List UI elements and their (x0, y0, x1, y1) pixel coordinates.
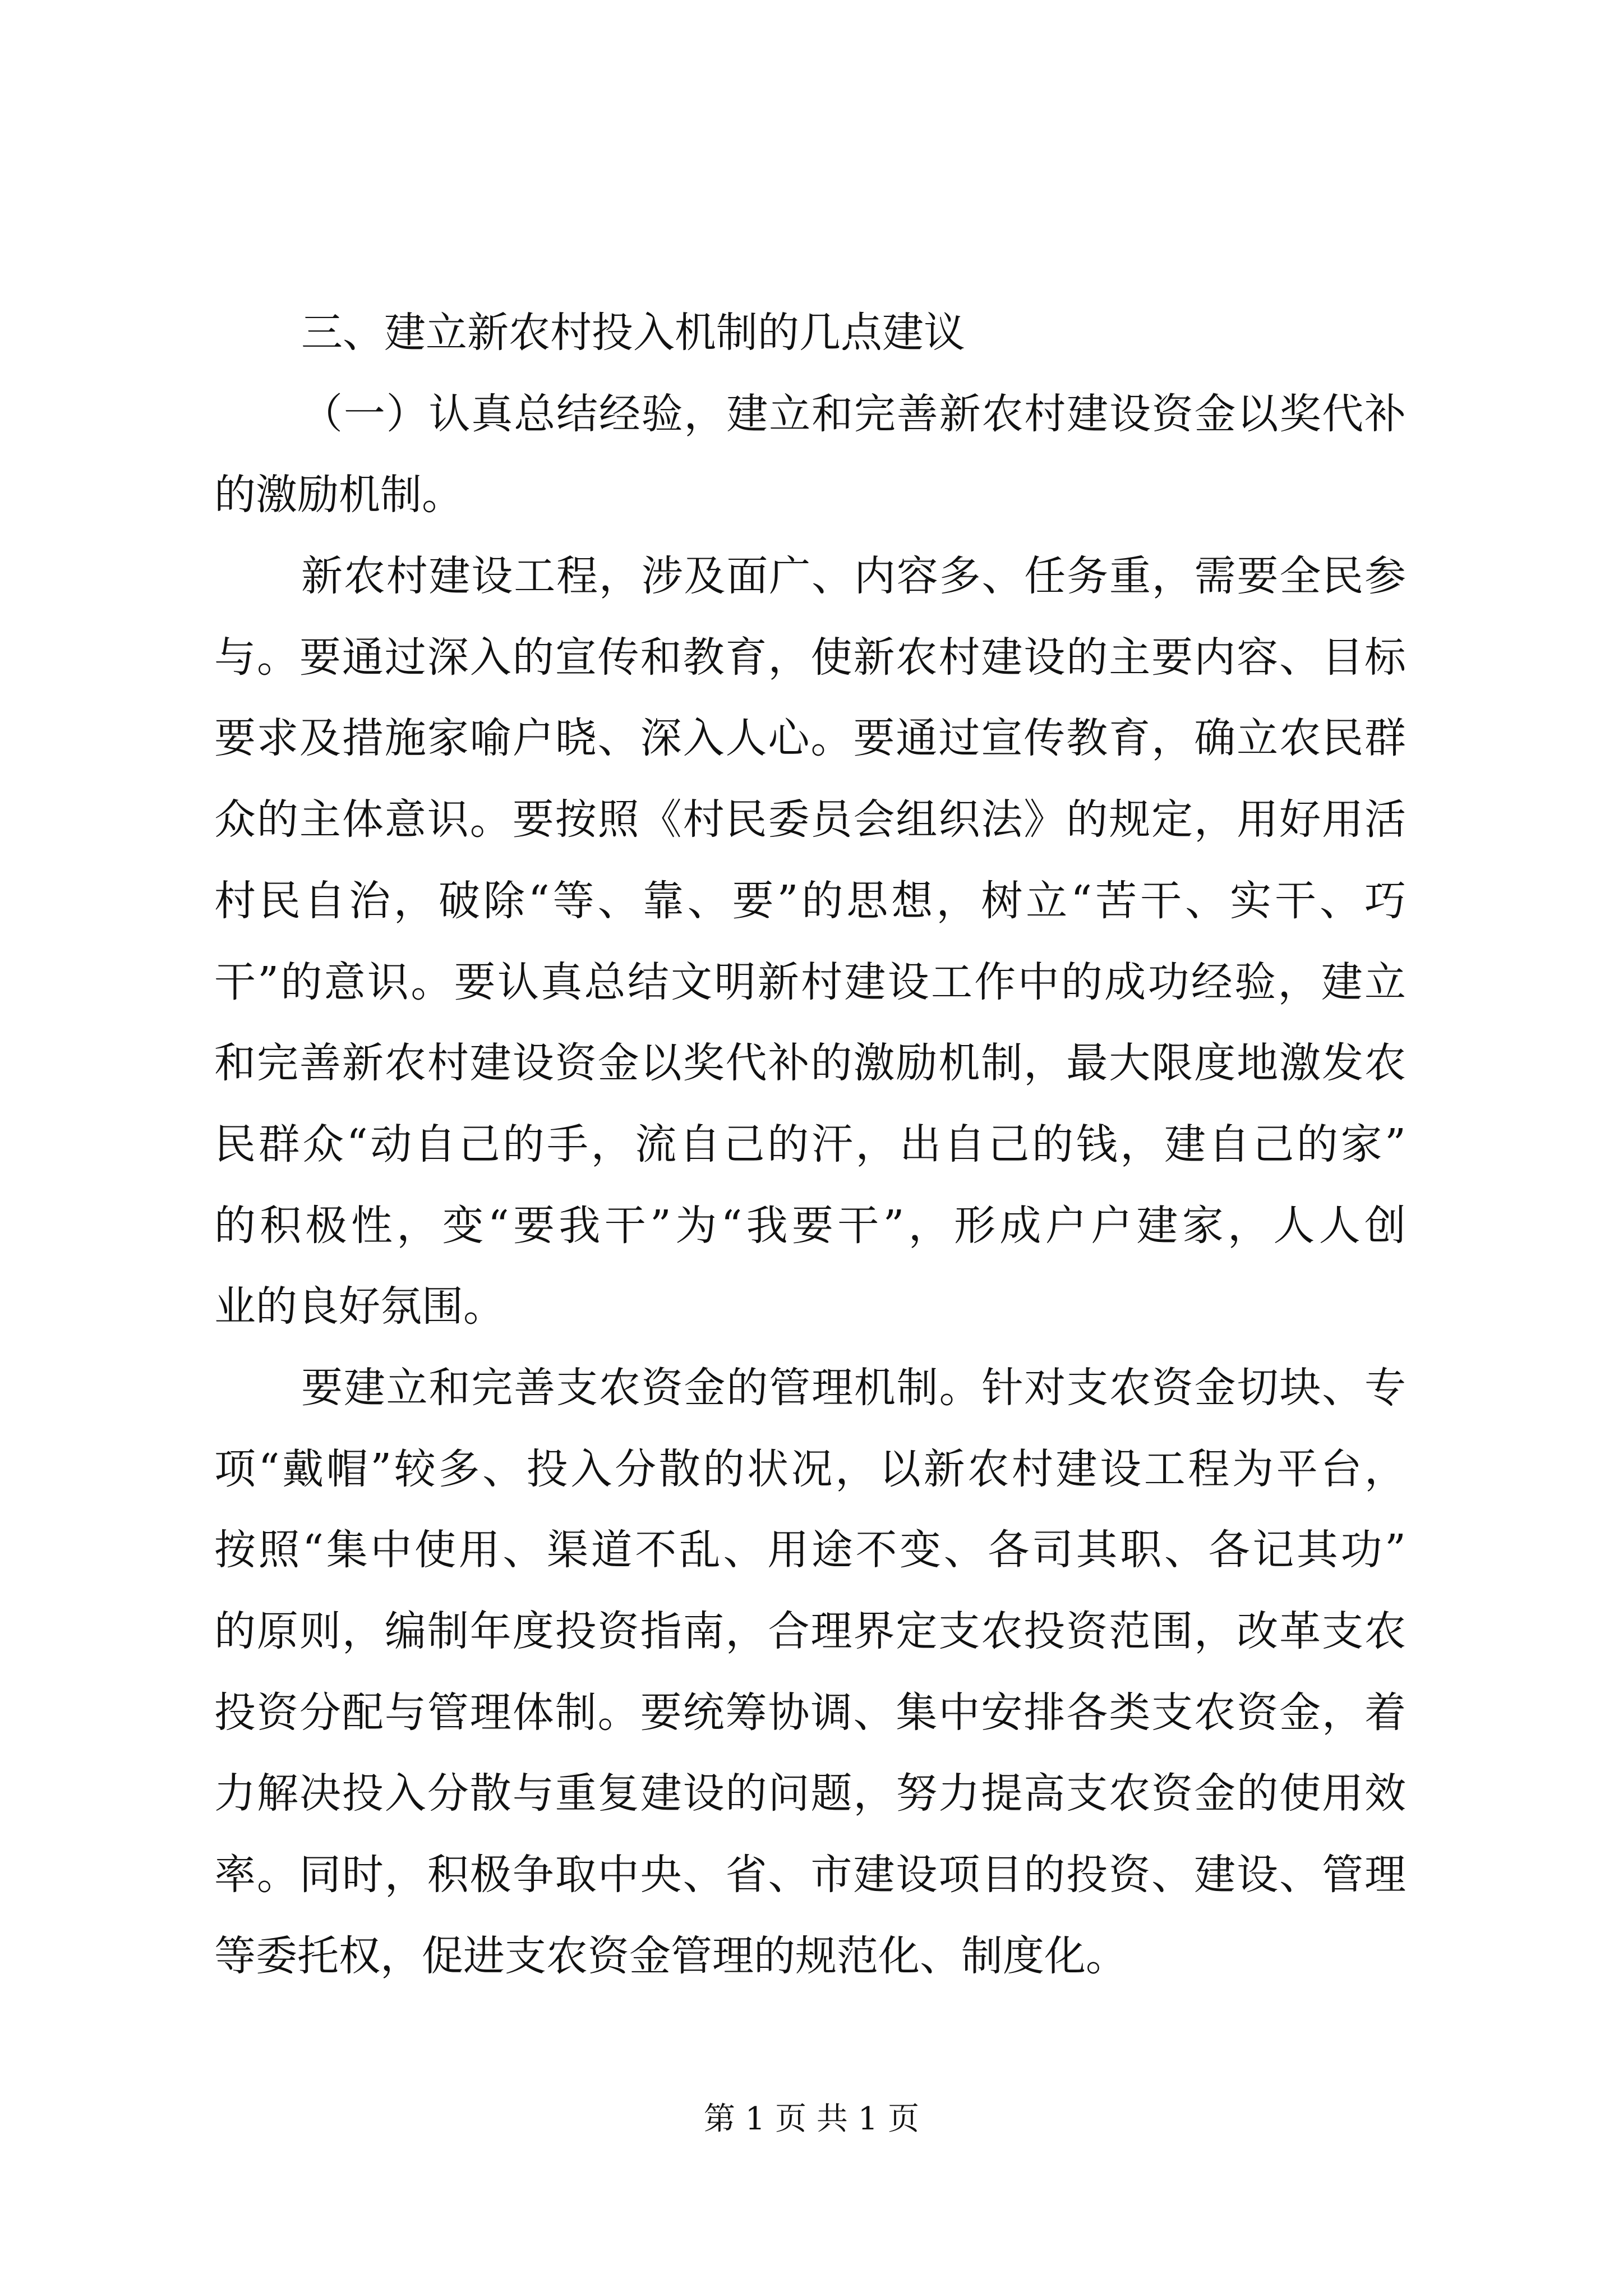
section-heading: 三、建立新农村投入机制的几点建议 (301, 309, 965, 357)
document-body (214, 292, 1406, 1996)
paragraph-line: 与。要通过深入的宣传和教育，使新农村建设的主要内容、目标 (214, 633, 1406, 682)
paragraph-line: 力解决投入分散与重复建设的问题，努力提高支农资金的使用效 (214, 1769, 1406, 1818)
paragraph-line: 众的主体意识。要按照《村民委员会组织法》的规定，用好用活 (214, 795, 1406, 844)
paragraph-line: 等委托权，促进支农资金管理的规范化、制度化。 (214, 1931, 1127, 1980)
paragraph-line: 要求及措施家喻户晓、深入人心。要通过宣传教育，确立农民群 (214, 714, 1406, 763)
paragraph-line: 村民自治，破除“等、靠、要”的思想，树立“苦干、实干、巧 (214, 876, 1406, 925)
page-number-footer: 第 1 页 共 1 页 (703, 2101, 920, 2137)
paragraph-line: 新农村建设工程，涉及面广、内容多、任务重，需要全民参 (301, 552, 1406, 601)
paragraph-line: 民群众“动自己的手，流自己的汗，出自己的钱，建自己的家” (214, 1120, 1406, 1168)
paragraph-line: 的原则，编制年度投资指南，合理界定支农投资范围，改革支农 (214, 1607, 1406, 1655)
paragraph-line: 按照“集中使用、渠道不乱、用途不变、各司其职、各记其功” (214, 1526, 1406, 1575)
paragraph-line: 项“戴帽”较多、投入分散的状况，以新农村建设工程为平台， (214, 1444, 1406, 1493)
subsection-heading-line: （一）认真总结经验，建立和完善新农村建设资金以奖代补 (301, 389, 1406, 438)
paragraph-line: 率。同时，积极争取中央、省、市建设项目的投资、建设、管理 (214, 1851, 1406, 1899)
paragraph-line: 干”的意识。要认真总结文明新村建设工作中的成功经验，建立 (214, 958, 1406, 1006)
paragraph-line: 的积极性，变“要我干”为“我要干”，形成户户建家，人人创 (214, 1201, 1406, 1250)
subsection-heading-line: 的激励机制。 (214, 471, 463, 519)
paragraph-line: 要建立和完善支农资金的管理机制。针对支农资金切块、专 (301, 1363, 1406, 1412)
paragraph-line: 投资分配与管理体制。要统筹协调、集中安排各类支农资金，着 (214, 1688, 1406, 1737)
paragraph-line: 业的良好氛围。 (214, 1282, 505, 1331)
paragraph-line: 和完善新农村建设资金以奖代补的激励机制，最大限度地激发农 (214, 1039, 1406, 1088)
